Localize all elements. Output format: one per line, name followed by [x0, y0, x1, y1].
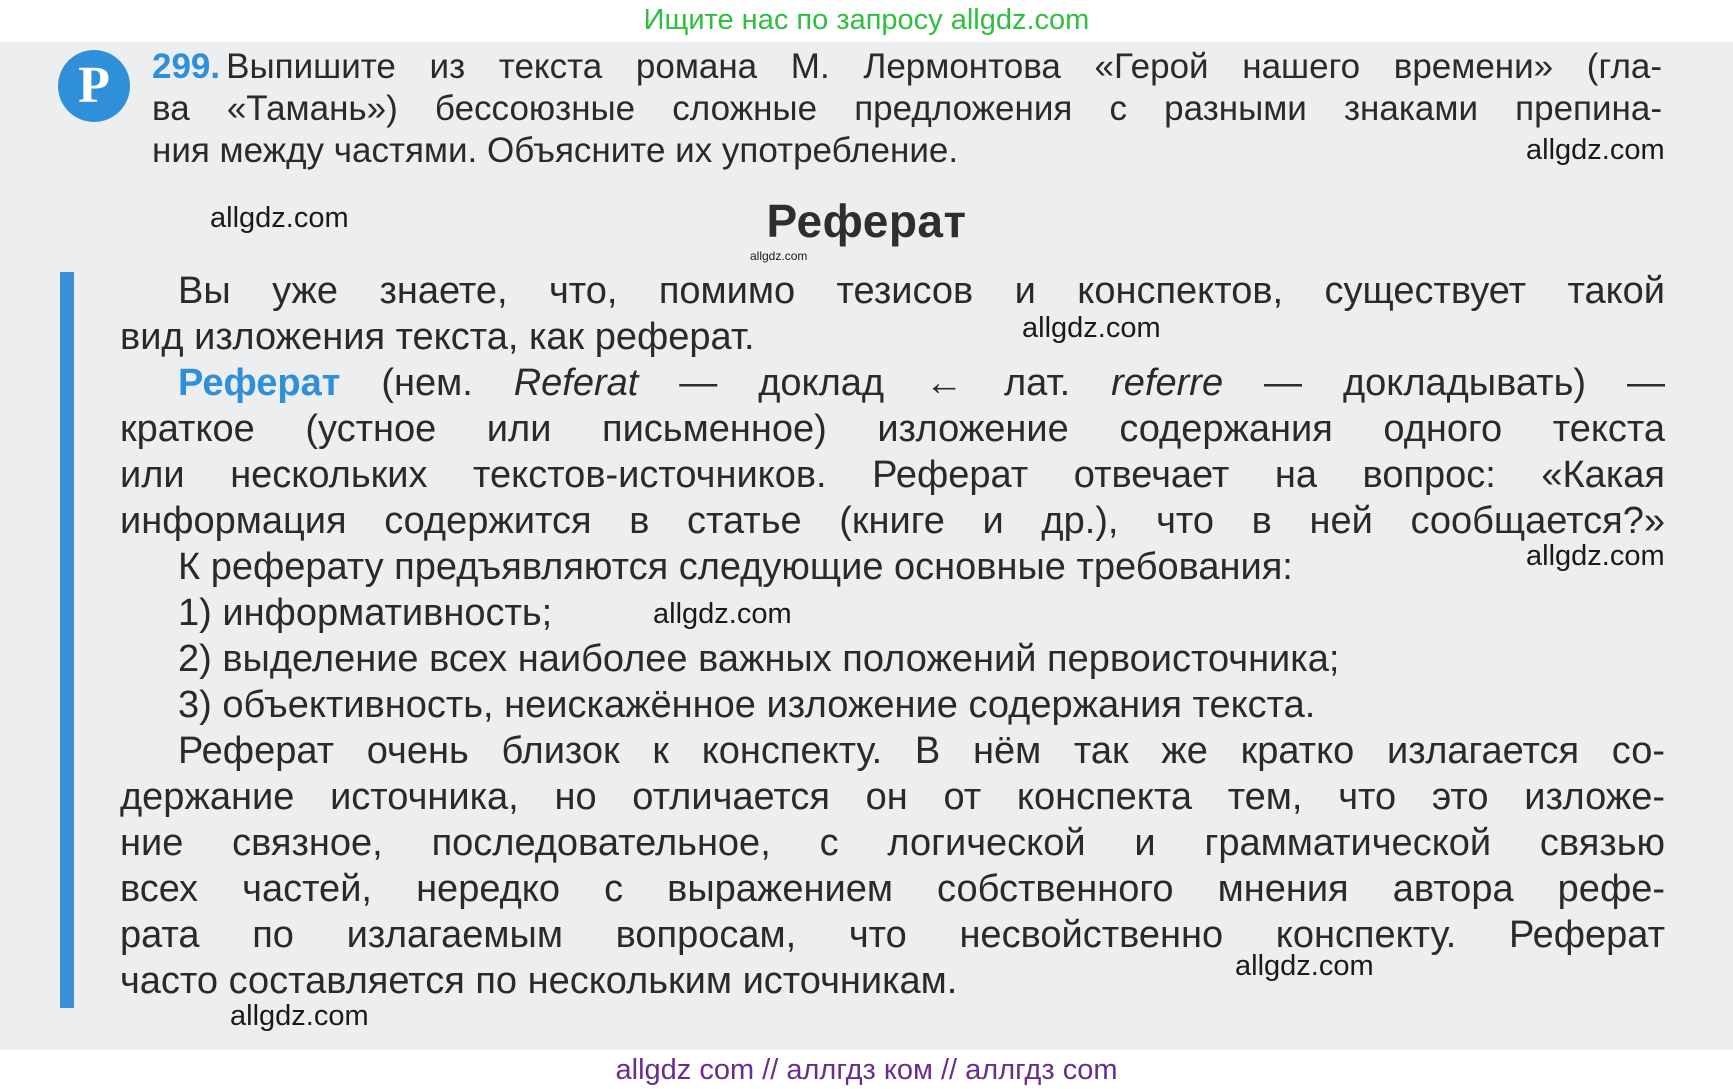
- section-heading: Реферат: [766, 195, 967, 247]
- watermark: allgdz.com: [1526, 134, 1665, 166]
- watermark: allgdz.com: [1235, 950, 1374, 982]
- section-bar: [60, 272, 74, 1008]
- body-line: Реферат очень близок к конспекту. В нём так же кратко излагается со-: [178, 730, 1665, 772]
- section-body: [120, 268, 1665, 1004]
- body-line: краткое (устное или письменное) изложение содержания одного текста: [120, 408, 1665, 450]
- watermark: allgdz.com: [750, 249, 808, 263]
- body-line: держание источника, но отличается он от конспекта тем, что это изложе-: [120, 776, 1665, 818]
- top-banner: Ищите нас по запросу allgdz.com: [643, 4, 1090, 36]
- watermark: allgdz.com: [1526, 540, 1665, 572]
- body-line: вид изложения текста, как реферат.: [120, 316, 755, 358]
- body-line: информация содержится в статье (книге и др.), что в ней сообщается?»: [120, 500, 1665, 542]
- body-line: всех частей, нередко с выражением собственного мнения автора рефе-: [120, 868, 1665, 910]
- exercise-line-1: 299. Выпишите из текста романа М. Лермонтова «Герой нашего времени» (гла-: [152, 47, 1662, 86]
- exercise-text: [152, 46, 1662, 172]
- watermark: allgdz.com: [653, 598, 792, 630]
- body-line: часто составляется по нескольким источникам.: [120, 960, 958, 1002]
- body-line: К реферату предъявляются следующие основные требования:: [178, 546, 1293, 588]
- italic-word: referre: [1111, 362, 1224, 404]
- body-line: или нескольких текстов-источников. Реферат отвечает на вопрос: «Какая: [120, 454, 1665, 496]
- body-line: Вы уже знаете, что, помимо тезисов и конспектов, существует такой: [178, 270, 1665, 312]
- italic-word: Referat: [513, 362, 639, 404]
- list-item: 1) информативность;: [178, 592, 553, 634]
- watermark: allgdz.com: [210, 202, 349, 234]
- exercise-number: 299.: [152, 47, 221, 86]
- watermark: allgdz.com: [1022, 312, 1161, 344]
- body-line: ние связное, последовательное, с логической и грамматической связью: [120, 822, 1665, 864]
- watermark: allgdz.com: [230, 1000, 369, 1032]
- term-highlight: Реферат: [178, 362, 341, 404]
- exercise-line-2: ва «Тамань») бессоюзные сложные предложения с разными знаками препина-: [152, 89, 1662, 128]
- footer-links: allgdz com // аллгдз ком // аллгдз com: [615, 1054, 1118, 1086]
- definition-line: Реферат (нем. Referat — доклад ← лат. referre — докладывать) —: [178, 362, 1665, 404]
- exercise-badge-icon: Р: [58, 50, 130, 122]
- list-item: 3) объективность, неискажённое изложение содержания текста.: [178, 684, 1316, 726]
- list-item: 2) выделение всех наиболее важных положений первоисточника;: [178, 638, 1340, 680]
- exercise-line-3: ния между частями. Объясните их употребление.: [152, 131, 959, 170]
- body-line: рата по излагаемым вопросам, что несвойственно конспекту. Реферат: [120, 914, 1665, 956]
